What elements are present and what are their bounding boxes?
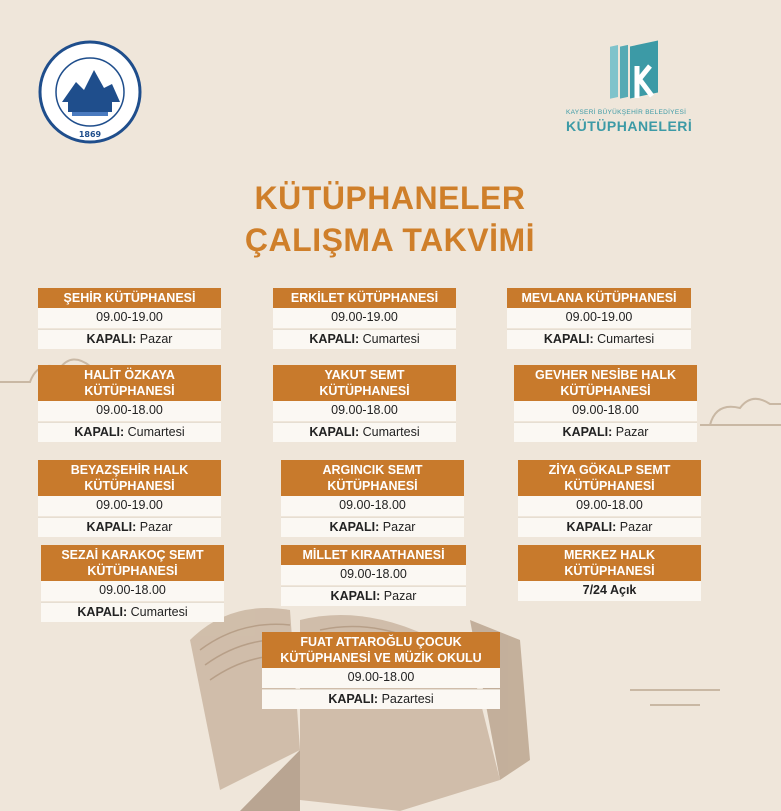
- municipality-seal-logo: [38, 40, 142, 144]
- closed-label: KAPALI:: [562, 425, 613, 439]
- library-card-ziya-gokalp: [518, 460, 701, 537]
- closed-day: Pazar: [619, 520, 653, 534]
- library-name-line-1: ARGINCIK SEMT: [322, 463, 423, 477]
- library-name-line-1: BEYAZŞEHİR HALK: [70, 463, 189, 477]
- library-name: [38, 365, 221, 401]
- closed-label: KAPALI:: [566, 520, 617, 534]
- library-name-line-2: KÜTÜPHANESİ VE MÜZİK OKULU: [280, 651, 482, 665]
- library-name-line-1: GEVHER NESİBE HALK: [535, 368, 676, 382]
- closed-label: KAPALI:: [86, 332, 137, 346]
- library-hours: 09.00-18.00: [41, 581, 224, 601]
- library-name: [518, 545, 701, 581]
- library-name-line-1: ZİYA GÖKALP SEMT: [548, 463, 671, 477]
- libraries-logo: [560, 36, 700, 136]
- libraries-logo-subtitle: KAYSERİ BÜYÜKŞEHİR BELEDİYESİ: [566, 109, 687, 116]
- library-hours: 09.00-18.00: [273, 401, 456, 421]
- library-name: [41, 545, 224, 581]
- lines-right-decoration: [630, 690, 720, 705]
- library-hours: 09.00-18.00: [518, 496, 701, 516]
- closed-day: Cumartesi: [362, 332, 420, 346]
- closed-day: Cumartesi: [597, 332, 655, 346]
- closed-label: KAPALI:: [329, 520, 380, 534]
- library-hours: 09.00-18.00: [281, 565, 466, 585]
- library-hours: 09.00-19.00: [507, 308, 691, 328]
- library-name: ERKİLET KÜTÜPHANESİ: [273, 288, 456, 308]
- library-hours: 09.00-18.00: [262, 668, 500, 688]
- library-closed: [41, 602, 224, 622]
- library-card-mevlana: [507, 288, 691, 349]
- library-hours: 09.00-19.00: [38, 308, 221, 328]
- library-name-line-2: KÜTÜPHANESİ: [84, 384, 175, 398]
- seal-year: 1869: [78, 130, 102, 139]
- library-hours: 09.00-18.00: [281, 496, 464, 516]
- library-card-erkilet: [273, 288, 456, 349]
- library-card-gevher-nesibe: [514, 365, 697, 442]
- library-closed: [262, 689, 500, 709]
- library-closed: [281, 586, 466, 606]
- library-closed: [518, 517, 701, 537]
- closed-label: KAPALI:: [543, 332, 594, 346]
- library-name: [273, 365, 456, 401]
- library-closed: [273, 329, 456, 349]
- library-name-line-2: KÜTÜPHANESİ: [327, 479, 418, 493]
- library-card-fuat-attaroglu: [262, 632, 500, 709]
- library-hours: 09.00-18.00: [38, 401, 221, 421]
- library-closed: [507, 329, 691, 349]
- closed-day: Pazar: [139, 520, 173, 534]
- closed-label: KAPALI:: [77, 605, 128, 619]
- closed-day: Cumartesi: [127, 425, 185, 439]
- open-status: 7/24 Açık: [582, 583, 637, 597]
- closed-label: KAPALI:: [328, 692, 379, 706]
- closed-day: Pazar: [383, 589, 417, 603]
- library-closed: [273, 422, 456, 442]
- library-name-line-2: KÜTÜPHANESİ: [319, 384, 410, 398]
- closed-day: Pazar: [382, 520, 416, 534]
- library-name-line-1: HALİT ÖZKAYA: [84, 368, 175, 382]
- library-name-line-2: KÜTÜPHANESİ: [560, 384, 651, 398]
- library-name: [262, 632, 500, 668]
- library-name: [514, 365, 697, 401]
- library-hours: 09.00-18.00: [514, 401, 697, 421]
- closed-day: Pazar: [139, 332, 173, 346]
- library-card-sehir: [38, 288, 221, 349]
- library-hours: 09.00-19.00: [273, 308, 456, 328]
- library-closed: [38, 517, 221, 537]
- library-name-line-2: KÜTÜPHANESİ: [564, 564, 655, 578]
- library-status: [518, 581, 701, 601]
- libraries-logo-title: KÜTÜPHANELERİ: [566, 118, 693, 134]
- library-name: [518, 460, 701, 496]
- page-title-line-1: KÜTÜPHANELER: [254, 180, 526, 216]
- library-name: MEVLANA KÜTÜPHANESİ: [507, 288, 691, 308]
- closed-label: KAPALI:: [86, 520, 137, 534]
- library-card-merkez-halk: [518, 545, 701, 601]
- closed-day: Pazartesi: [381, 692, 434, 706]
- library-name: MİLLET KIRAATHANESİ: [281, 545, 466, 565]
- page-title-line-2: ÇALIŞMA TAKVİMİ: [244, 222, 536, 258]
- library-name: [281, 460, 464, 496]
- library-closed: [514, 422, 697, 442]
- closed-label: KAPALI:: [309, 332, 360, 346]
- library-closed: [38, 329, 221, 349]
- library-card-yakut: [273, 365, 456, 442]
- library-name-line-1: FUAT ATTAROĞLU ÇOCUK: [300, 635, 462, 649]
- library-name: ŞEHİR KÜTÜPHANESİ: [38, 288, 221, 308]
- closed-label: KAPALI:: [330, 589, 381, 603]
- library-name-line-1: YAKUT SEMT: [324, 368, 405, 382]
- library-closed: [38, 422, 221, 442]
- closed-label: KAPALI:: [309, 425, 360, 439]
- closed-day: Cumartesi: [130, 605, 188, 619]
- closed-day: Cumartesi: [362, 425, 420, 439]
- library-card-beyazsehir: [38, 460, 221, 537]
- library-books-icon: [604, 36, 664, 106]
- library-hours: 09.00-19.00: [38, 496, 221, 516]
- closed-label: KAPALI:: [74, 425, 125, 439]
- library-name-line-2: KÜTÜPHANESİ: [564, 479, 655, 493]
- library-closed: [281, 517, 464, 537]
- library-card-sezai-karakoc: [41, 545, 224, 622]
- cloud-right-decoration: [700, 399, 781, 425]
- library-card-argincik: [281, 460, 464, 537]
- library-name-line-1: MERKEZ HALK: [564, 548, 655, 562]
- closed-day: Pazar: [615, 425, 649, 439]
- library-card-halit-ozkaya: [38, 365, 221, 442]
- library-name: [38, 460, 221, 496]
- library-name-line-2: KÜTÜPHANESİ: [84, 479, 175, 493]
- library-card-millet-kiraathanesi: [281, 545, 466, 606]
- library-name-line-1: SEZAİ KARAKOÇ SEMT: [61, 548, 204, 562]
- library-name-line-2: KÜTÜPHANESİ: [87, 564, 178, 578]
